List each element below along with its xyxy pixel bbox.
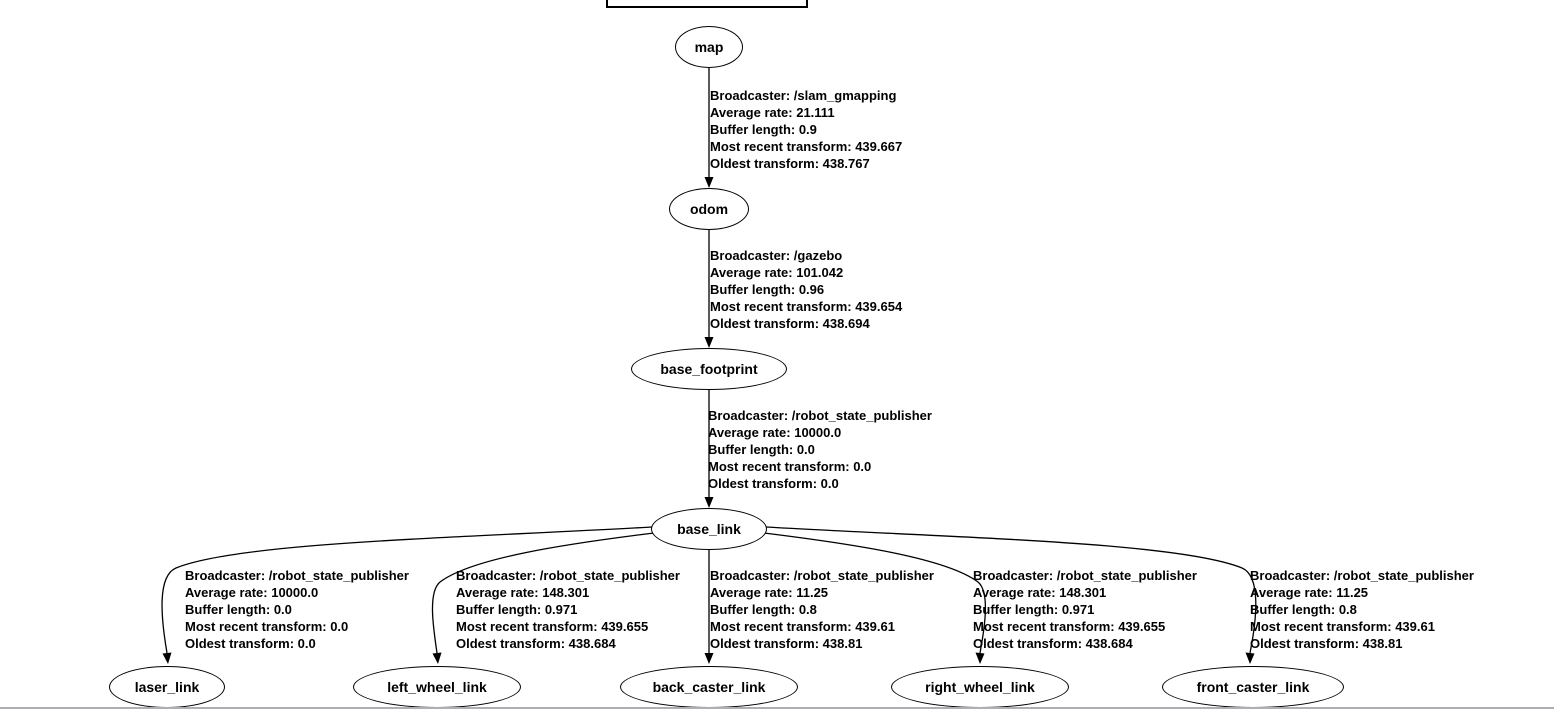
edge-label-line-most-recent: Most recent transform: 439.61: [710, 619, 895, 634]
edge-label-line-broadcaster: Broadcaster: /robot_state_publisher: [1250, 568, 1474, 583]
arrowhead-base-link: [705, 497, 714, 508]
node-laser-link: [109, 666, 225, 708]
edge-label-line-average-rate: Average rate: 101.042: [710, 265, 844, 280]
arrowhead-back-caster-link: [705, 653, 714, 664]
node-back-caster-link: [620, 666, 798, 708]
edge-label-line-most-recent: Most recent transform: 439.655: [456, 619, 649, 634]
edge-label-odom-base-footprint: [710, 247, 902, 332]
node-base-link: [651, 508, 767, 550]
edge-label-line-buffer-length: Buffer length: 0.0: [185, 602, 292, 617]
edge-label-base-link-back-caster-link: [710, 567, 934, 652]
edge-label-line-most-recent: Most recent transform: 439.61: [1250, 619, 1435, 634]
node-left-wheel-link: [353, 666, 521, 708]
edge-label-line-average-rate: Average rate: 148.301: [456, 585, 590, 600]
edge-label-line-average-rate: Average rate: 11.25: [1250, 585, 1369, 600]
node-odom-label: odom: [689, 201, 729, 217]
arrowhead-front-caster-link: [1246, 653, 1255, 665]
edge-label-line-buffer-length: Buffer length: 0.9: [710, 122, 817, 137]
edge-label-line-oldest: Oldest transform: 438.694: [710, 316, 870, 331]
edge-label-base-link-right-wheel-link: [973, 567, 1197, 652]
edge-label-line-oldest: Oldest transform: 0.0: [185, 636, 316, 651]
arrowhead-base-footprint: [705, 337, 714, 348]
edge-label-line-average-rate: Average rate: 10000.0: [185, 585, 319, 600]
bottom-divider-line: [0, 707, 1554, 709]
edge-label-base-link-laser-link: [185, 567, 409, 652]
edge-label-line-most-recent: Most recent transform: 439.654: [710, 299, 903, 314]
node-base-link-label: base_link: [677, 521, 741, 537]
edge-label-line-most-recent: Most recent transform: 0.0: [708, 459, 872, 474]
node-base-footprint-label: base_footprint: [660, 361, 758, 377]
edge-label-line-broadcaster: Broadcaster: /robot_state_publisher: [710, 568, 934, 583]
edge-label-line-average-rate: Average rate: 11.25: [710, 585, 829, 600]
edge-label-line-oldest: Oldest transform: 438.767: [710, 156, 870, 171]
edge-label-line-buffer-length: Buffer length: 0.0: [708, 442, 815, 457]
node-back-caster-link-label: back_caster_link: [652, 679, 766, 695]
edge-label-line-broadcaster: Broadcaster: /robot_state_publisher: [973, 568, 1197, 583]
arrowhead-right-wheel-link: [976, 653, 985, 665]
edge-label-line-oldest: Oldest transform: 438.684: [973, 636, 1133, 651]
edge-label-map-odom: [710, 87, 902, 172]
node-front-caster-link: [1162, 666, 1344, 708]
edge-label-line-oldest: Oldest transform: 0.0: [708, 476, 839, 491]
arrowhead-odom: [705, 177, 714, 188]
edge-label-line-buffer-length: Buffer length: 0.8: [710, 602, 817, 617]
node-map: [675, 26, 743, 68]
edge-label-line-average-rate: Average rate: 148.301: [973, 585, 1107, 600]
edge-label-line-oldest: Oldest transform: 438.684: [456, 636, 616, 651]
edge-label-line-broadcaster: Broadcaster: /slam_gmapping: [710, 88, 897, 103]
node-odom: [669, 188, 749, 230]
edge-label-line-average-rate: Average rate: 21.111: [710, 105, 835, 120]
edge-label-line-broadcaster: Broadcaster: /robot_state_publisher: [456, 568, 680, 583]
edge-label-line-broadcaster: Broadcaster: /gazebo: [710, 248, 843, 263]
edge-label-base-link-left-wheel-link: [456, 567, 680, 652]
edge-label-line-average-rate: Average rate: 10000.0: [708, 425, 842, 440]
edge-label-line-most-recent: Most recent transform: 439.667: [710, 139, 903, 154]
edge-label-line-most-recent: Most recent transform: 0.0: [185, 619, 349, 634]
node-right-wheel-link: [891, 666, 1069, 708]
arrowhead-left-wheel-link: [433, 653, 442, 665]
node-laser-link-label: laser_link: [134, 679, 200, 695]
edge-label-line-broadcaster: Broadcaster: /robot_state_publisher: [185, 568, 409, 583]
edge-label-line-buffer-length: Buffer length: 0.96: [710, 282, 825, 297]
edge-label-line-broadcaster: Broadcaster: /robot_state_publisher: [708, 408, 932, 423]
edge-label-line-oldest: Oldest transform: 438.81: [710, 636, 863, 651]
edge-label-line-oldest: Oldest transform: 438.81: [1250, 636, 1403, 651]
edge-label-base-footprint-base-link: [708, 407, 932, 492]
edge-label-line-buffer-length: Buffer length: 0.971: [456, 602, 578, 617]
node-map-label: map: [694, 39, 724, 55]
node-left-wheel-link-label: left_wheel_link: [387, 679, 487, 695]
edge-label-line-most-recent: Most recent transform: 439.655: [973, 619, 1166, 634]
edge-label-line-buffer-length: Buffer length: 0.8: [1250, 602, 1357, 617]
node-base-footprint: [631, 348, 787, 390]
node-front-caster-link-label: front_caster_link: [1196, 679, 1310, 695]
arrowhead-laser-link: [163, 653, 172, 665]
node-right-wheel-link-label: right_wheel_link: [925, 679, 1035, 695]
edge-label-base-link-front-caster-link: [1250, 567, 1474, 652]
edge-label-line-buffer-length: Buffer length: 0.971: [973, 602, 1095, 617]
